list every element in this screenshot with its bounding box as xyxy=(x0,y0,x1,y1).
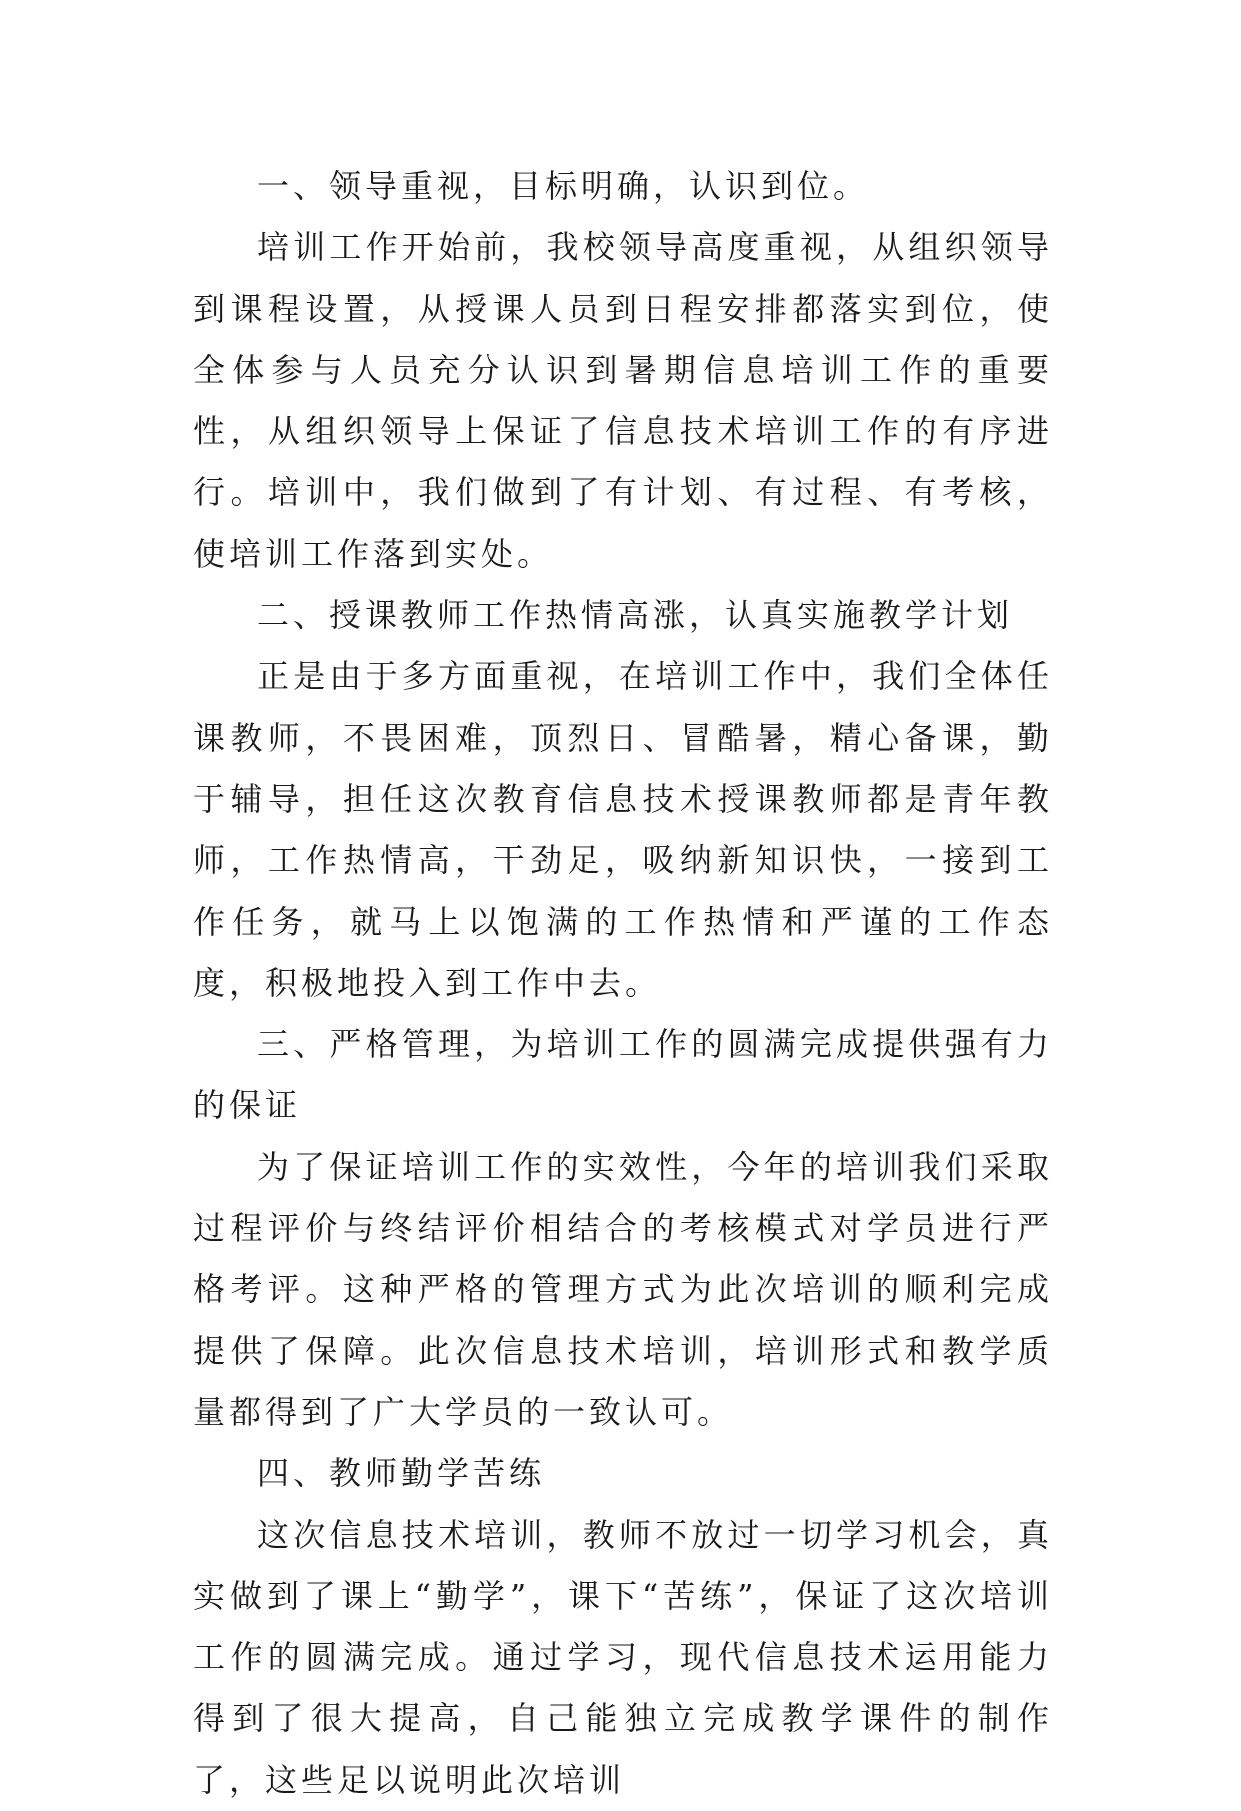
section-heading-1: 一、领导重视，目标明确，认识到位。 xyxy=(257,167,870,205)
section-heading-4: 四、教师勤学苦练 xyxy=(257,1454,546,1493)
body-paragraph-1: 培训工作开始前，我校领导高度重视，从组织领导到课程设置，从授课人员到日程安排都落实到位，使全体参与人员充分认识到暑期信息培训工作的重要性，从组织领导上保证了信息技术培训工作的有序进行。培训中，我们做到了有计划、有过程、有考核，使培训工作落到实处。 xyxy=(193,228,1053,573)
body-paragraph-3: 为了保证培训工作的实效性，今年的培训我们采取过程评价与终结评价相结合的考核模式对学员进行严格考评。这种严格的管理方式为此次培训的顺利完成提供了保障。此次信息技术培训，培训形式和教学质量都得到了广大学员的一致认可。 xyxy=(193,1147,1053,1431)
document-body xyxy=(193,156,1053,1811)
section-heading-2: 二、授课教师工作热情高涨，认真实施教学计划 xyxy=(257,596,1014,635)
section-heading-3: 三、严格管理，为培训工作的圆满完成提供强有力的保证 xyxy=(193,1025,1053,1125)
body-paragraph-2: 正是由于多方面重视，在培训工作中，我们全体任课教师，不畏困难，顶烈日、冒酷暑，精心备课，勤于辅导，担任这次教育信息技术授课教师都是青年教师，工作热情高，干劲足，吸纳新知识快，一接到工作任务，就马上以饱满的工作热情和严谨的工作态度，积极地投入到工作中去。 xyxy=(193,657,1053,1002)
body-paragraph-4: 这次信息技术培训，教师不放过一切学习机会，真实做到了课上“勤学”，课下“苦练”，保证了这次培训工作的圆满完成。通过学习，现代信息技术运用能力得到了很大提高，自己能独立完成教学课件的制作了，这些足以说明此次培训 xyxy=(193,1515,1053,1799)
